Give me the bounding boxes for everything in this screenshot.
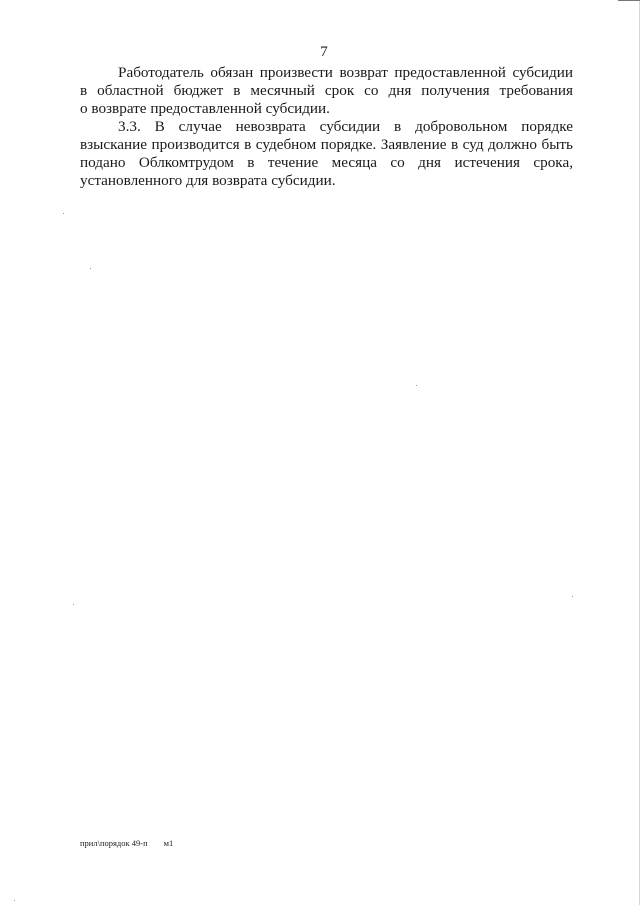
scan-speck: [63, 213, 64, 214]
text-line: 3.3. В случае невозврата субсидии в добровольном порядке: [118, 118, 573, 135]
text-line: подано Облкомтрудом в течение месяца со дня истечения срока,: [80, 154, 573, 171]
text-line: о возврате предоставленной субсидии.: [80, 100, 330, 117]
text-line: установленного для возврата субсидии.: [80, 172, 336, 189]
text-line: взыскание производится в судебном порядке. Заявление в суд должно быть: [80, 136, 573, 153]
text-line: Работодатель обязан произвести возврат предоставленной субсидии: [118, 64, 573, 81]
footer-code: м1: [163, 838, 174, 848]
footer: [80, 838, 173, 848]
scan-speck: [416, 385, 417, 386]
scan-speck: [14, 900, 15, 901]
scan-corner-mark: [618, 0, 640, 7]
page-number: 7: [320, 44, 328, 60]
scan-speck: [73, 604, 74, 605]
scan-speck: [90, 268, 91, 269]
footer-file-path: прил\порядок 49-п: [80, 838, 148, 848]
text-line: в областной бюджет в месячный срок со дня получения требования: [80, 82, 573, 99]
scan-speck: [572, 596, 573, 597]
